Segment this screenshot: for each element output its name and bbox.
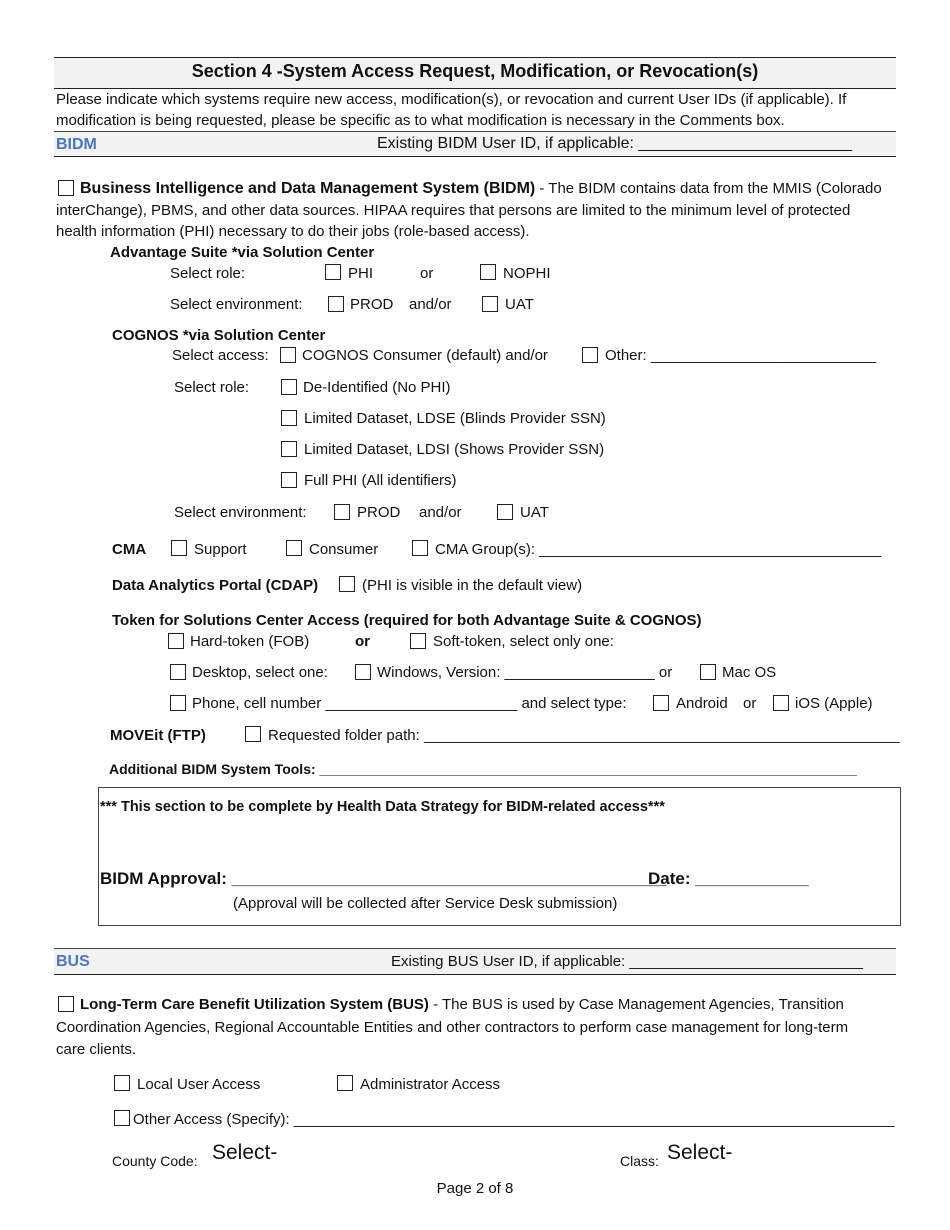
advantage-nophi-label: NOPHI bbox=[503, 265, 551, 282]
cognos-role-label: Select role: bbox=[174, 379, 250, 396]
advantage-env-label: Select environment: bbox=[170, 296, 303, 313]
cdap-label: Data Analytics Portal (CDAP) bbox=[112, 577, 319, 594]
cognos-other-field[interactable]: Other: ___________________________ bbox=[605, 347, 877, 364]
cma-label: CMA bbox=[112, 541, 147, 558]
advantage-prod-checkbox[interactable] bbox=[328, 296, 344, 312]
advantage-prod-label: PROD bbox=[350, 296, 394, 313]
cognos-ldse-checkbox[interactable] bbox=[281, 410, 297, 426]
bidm-description-line-1 bbox=[80, 180, 882, 198]
bidm-desc-line-2: interChange), PBMS, and other data sources. HIPAA requires that persons are limited to the minimum level of protected bbox=[56, 202, 851, 219]
cognos-prod-checkbox[interactable] bbox=[334, 504, 350, 520]
moveit-path-field[interactable]: Requested folder path: _________________________________________________________ bbox=[268, 727, 900, 744]
cognos-deid-checkbox[interactable] bbox=[281, 379, 297, 395]
cma-groups-field[interactable]: CMA Group(s): _________________________________________ bbox=[435, 541, 882, 558]
ios-checkbox[interactable] bbox=[773, 695, 789, 711]
administrator-access-label: Administrator Access bbox=[360, 1076, 501, 1093]
token-or-label: or bbox=[355, 633, 370, 650]
cognos-andor-label: and/or bbox=[419, 504, 462, 521]
soft-token-label: Soft-token, select only one: bbox=[433, 633, 614, 650]
macos-label: Mac OS bbox=[722, 664, 777, 681]
advantage-phi-checkbox[interactable] bbox=[325, 264, 341, 280]
bidm-checkbox[interactable] bbox=[58, 180, 74, 196]
cognos-access-label: Select access: bbox=[172, 347, 269, 364]
soft-token-checkbox[interactable] bbox=[410, 633, 426, 649]
bidm-header-label: BIDM bbox=[56, 136, 97, 153]
county-code-select[interactable]: Select- bbox=[212, 1141, 278, 1164]
advantage-phi-label: PHI bbox=[348, 265, 374, 282]
windows-checkbox[interactable] bbox=[355, 664, 371, 680]
cognos-ldsi-checkbox[interactable] bbox=[281, 441, 297, 457]
bus-bottom-rule bbox=[54, 974, 896, 975]
bidm-approval-field[interactable]: BIDM Approval: ______________________________________________ bbox=[100, 869, 667, 888]
advantage-or-label: or bbox=[420, 265, 434, 282]
bus-desc-line-2: Coordination Agencies, Regional Accountable Entities and other contractors to perform case management for long-term bbox=[56, 1019, 849, 1036]
bus-header-label: BUS bbox=[56, 953, 90, 970]
cognos-ldse-label: Limited Dataset, LDSE (Blinds Provider SSN) bbox=[304, 410, 606, 427]
bidm-existing-id-field[interactable]: Existing BIDM User ID, if applicable: ________________________ bbox=[377, 135, 852, 152]
cma-support-checkbox[interactable] bbox=[171, 540, 187, 556]
intro-line-2: modification is being requested, please be specific as to what modification is necessary in the Comments box. bbox=[56, 112, 785, 129]
approval-collected-note: (Approval will be collected after Service Desk submission) bbox=[233, 895, 618, 912]
bus-existing-id-field[interactable]: Existing BUS User ID, if applicable: ____________________________ bbox=[391, 953, 864, 970]
cognos-other-checkbox[interactable] bbox=[582, 347, 598, 363]
advantage-uat-label: UAT bbox=[505, 296, 534, 313]
advantage-suite-heading: Advantage Suite *via Solution Center bbox=[110, 244, 375, 261]
cdap-checkbox[interactable] bbox=[339, 576, 355, 592]
phone-checkbox[interactable] bbox=[170, 695, 186, 711]
cognos-full-phi-checkbox[interactable] bbox=[281, 472, 297, 488]
class-select[interactable]: Select- bbox=[667, 1141, 733, 1164]
bus-title: Long-Term Care Benefit Utilization System (BUS) bbox=[80, 996, 429, 1013]
class-label: Class: bbox=[620, 1153, 659, 1169]
advantage-nophi-checkbox[interactable] bbox=[480, 264, 496, 280]
cognos-full-phi-label: Full PHI (All identifiers) bbox=[304, 472, 457, 489]
moveit-label: MOVEit (FTP) bbox=[110, 727, 206, 744]
bus-desc-line-3: care clients. bbox=[56, 1041, 137, 1058]
cognos-uat-checkbox[interactable] bbox=[497, 504, 513, 520]
administrator-access-checkbox[interactable] bbox=[337, 1075, 353, 1091]
cognos-consumer-label: COGNOS Consumer (default) and/or bbox=[302, 347, 548, 364]
approval-note: *** This section to be complete by Health Data Strategy for BIDM-related access*** bbox=[100, 799, 665, 815]
cognos-uat-label: UAT bbox=[520, 504, 549, 521]
moveit-checkbox[interactable] bbox=[245, 726, 261, 742]
additional-tools-field[interactable]: Additional BIDM System Tools: _____________________________________________________________________ bbox=[109, 761, 857, 777]
bus-checkbox[interactable] bbox=[58, 996, 74, 1012]
cognos-consumer-checkbox[interactable] bbox=[280, 347, 296, 363]
cma-groups-checkbox[interactable] bbox=[412, 540, 428, 556]
advantage-andor-label: and/or bbox=[409, 296, 452, 313]
token-heading: Token for Solutions Center Access (required for both Advantage Suite & COGNOS) bbox=[112, 612, 702, 629]
windows-version-field[interactable]: Windows, Version: __________________ or bbox=[377, 664, 673, 681]
hard-token-checkbox[interactable] bbox=[168, 633, 184, 649]
android-label: Android bbox=[676, 695, 728, 712]
section-title: Section 4 -System Access Request, Modification, or Revocation(s) bbox=[191, 61, 759, 81]
advantage-uat-checkbox[interactable] bbox=[482, 296, 498, 312]
cognos-prod-label: PROD bbox=[357, 504, 401, 521]
other-access-checkbox[interactable] bbox=[114, 1110, 130, 1126]
intro-line-1: Please indicate which systems require new access, modification(s), or revocation and current User IDs (if applicable). If bbox=[56, 91, 847, 108]
bus-desc-1: - The BUS is used by Case Management Agencies, Transition bbox=[428, 996, 844, 1013]
bidm-desc-line-3: health information (PHI) necessary to do their jobs (role-based access). bbox=[56, 223, 530, 240]
bidm-desc-1: - The BIDM contains data from the MMIS (Colorado bbox=[535, 180, 882, 197]
hard-token-label: Hard-token (FOB) bbox=[190, 633, 310, 650]
bidm-bottom-rule bbox=[54, 156, 896, 157]
cognos-heading: COGNOS *via Solution Center bbox=[112, 327, 326, 344]
other-access-field[interactable]: Other Access (Specify): ________________________________________________________________________ bbox=[133, 1111, 895, 1128]
cma-support-label: Support bbox=[194, 541, 247, 558]
approval-date-field[interactable]: Date: ____________ bbox=[648, 869, 809, 888]
county-code-label: County Code: bbox=[112, 1153, 198, 1169]
phone-or-label: or bbox=[743, 695, 757, 712]
desktop-checkbox[interactable] bbox=[170, 664, 186, 680]
cognos-deid-label: De-Identified (No PHI) bbox=[303, 379, 451, 396]
cognos-ldsi-label: Limited Dataset, LDSI (Shows Provider SSN) bbox=[304, 441, 605, 458]
advantage-role-label: Select role: bbox=[170, 265, 246, 282]
macos-checkbox[interactable] bbox=[700, 664, 716, 680]
cma-consumer-label: Consumer bbox=[309, 541, 379, 558]
bus-description-line-1 bbox=[80, 996, 844, 1013]
desktop-label: Desktop, select one: bbox=[192, 664, 328, 681]
cognos-env-label: Select environment: bbox=[174, 504, 307, 521]
phone-number-field[interactable]: Phone, cell number _______________________ and select type: bbox=[192, 695, 627, 712]
ios-label: iOS (Apple) bbox=[795, 695, 873, 712]
android-checkbox[interactable] bbox=[653, 695, 669, 711]
cdap-option-label: (PHI is visible in the default view) bbox=[362, 577, 583, 594]
bidm-title: Business Intelligence and Data Management System (BIDM) bbox=[80, 180, 536, 197]
title-rule bbox=[54, 88, 896, 89]
cma-consumer-checkbox[interactable] bbox=[286, 540, 302, 556]
page-number: Page 2 of 8 bbox=[436, 1180, 514, 1197]
local-user-access-label: Local User Access bbox=[137, 1076, 261, 1093]
local-user-access-checkbox[interactable] bbox=[114, 1075, 130, 1091]
